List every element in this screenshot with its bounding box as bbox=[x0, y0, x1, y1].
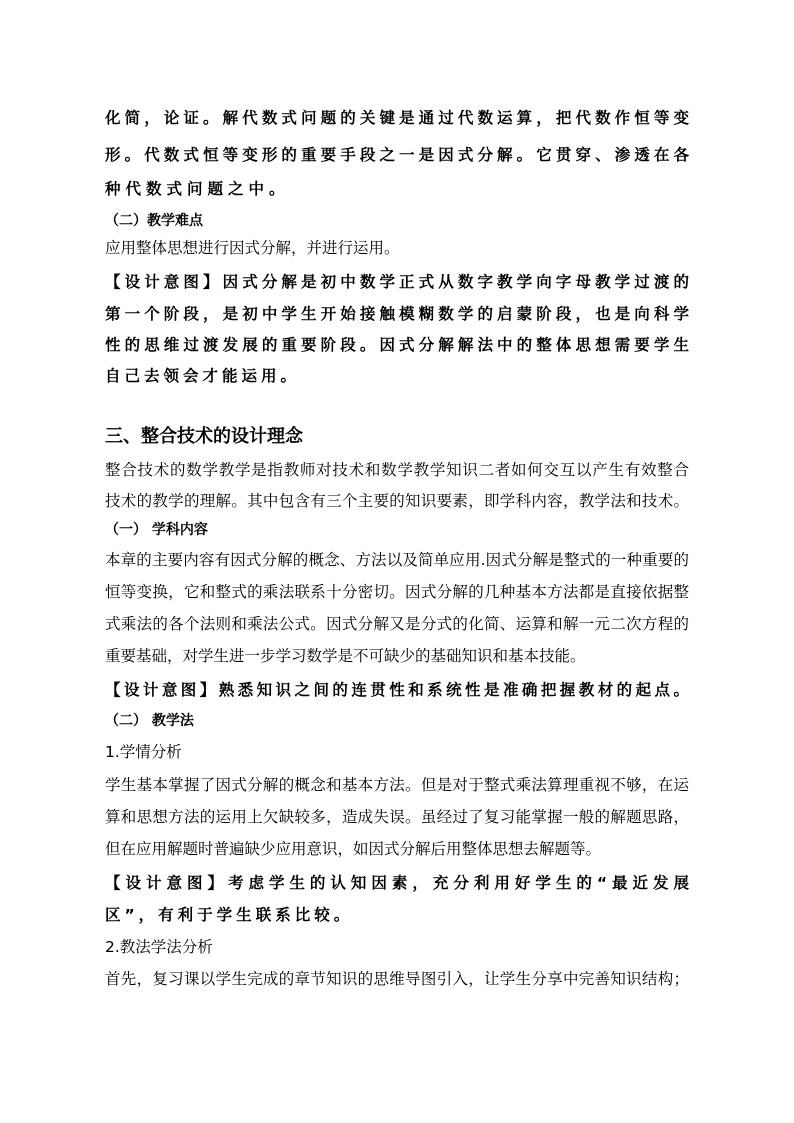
design-intent-line: 【设计意图】熟悉知识之间的连贯性和系统性是准确把握教材的起点。 bbox=[105, 681, 689, 699]
design-intent-line: 性的思维过渡发展的重要阶段。因式分解解法中的整体思想需要学生 bbox=[105, 336, 689, 354]
paragraph-line: 化简，论证。解代数式问题的关键是通过代数运算，把代数作恒等变 bbox=[105, 109, 689, 127]
paragraph-line: 恒等变换，它和整式的乘法联系十分密切。因式分解的几种基本方法都是直接依据整 bbox=[105, 583, 689, 601]
paragraph-line: 形。代数式恒等变形的重要手段之一是因式分解。它贯穿、渗透在各 bbox=[105, 146, 689, 164]
design-intent-line: 【设计意图】考虑学生的认知因素，充分利用好学生的“最近发展 bbox=[105, 874, 689, 892]
design-intent-line: 第一个阶段，是初中学生开始接触模糊数学的启蒙阶段，也是向科学 bbox=[105, 305, 689, 323]
design-intent-line: 自己去领会才能运用。 bbox=[105, 367, 301, 385]
paragraph-line: 整合技术的数学教学是指教师对技术和数学教学知识二者如何交互以产生有效整合 bbox=[105, 461, 689, 479]
numbered-heading: 1.学情分析 bbox=[105, 743, 182, 761]
subheading-subject-content: （一） 学科内容 bbox=[105, 522, 208, 538]
numbered-heading: 2.教法学法分析 bbox=[105, 938, 213, 956]
section-heading: 三、整合技术的设计理念 bbox=[105, 426, 303, 447]
paragraph-line: 式乘法的各个法则和乘法公式。因式分解又是分式的化简、运算和解一元二次方程的 bbox=[105, 615, 689, 633]
design-intent-line: 【设计意图】因式分解是初中数学正式从数字教学向字母教学过渡的 bbox=[105, 273, 689, 291]
paragraph-line: 应用整体思想进行因式分解，并进行运用。 bbox=[105, 239, 400, 257]
paragraph-line: 首先，复习课以学生完成的章节知识的思维导图引入，让学生分享中完善知识结构； bbox=[105, 970, 689, 988]
design-intent-line: 区”，有利于学生联系比较。 bbox=[105, 906, 354, 924]
subheading-teaching-method: （二） 教学法 bbox=[105, 713, 194, 729]
paragraph-line: 种代数式问题之中。 bbox=[105, 180, 290, 198]
paragraph-line: 重要基础，对学生进一步学习数学是不可缺少的基础知识和基本技能。 bbox=[105, 647, 586, 665]
paragraph-line: 学生基本掌握了因式分解的概念和基本方法。但是对于整式乘法算理重视不够，在运 bbox=[105, 776, 689, 794]
paragraph-line: 本章的主要内容有因式分解的概念、方法以及简单应用.因式分解是整式的一种重要的 bbox=[105, 551, 689, 569]
paragraph-line: 但在应用解题时普遍缺少应用意识，如因式分解后用整体思想去解题等。 bbox=[105, 840, 602, 858]
paragraph-line: 技术的教学的理解。其中包含有三个主要的知识要素，即学科内容，教学法和技术。 bbox=[105, 492, 689, 510]
subheading-teaching-difficulty: （二）教学难点 bbox=[105, 213, 203, 229]
paragraph-line: 算和思想方法的运用上欠缺较多，造成失误。虽经过了复习能掌握一般的解题思路， bbox=[105, 808, 689, 826]
